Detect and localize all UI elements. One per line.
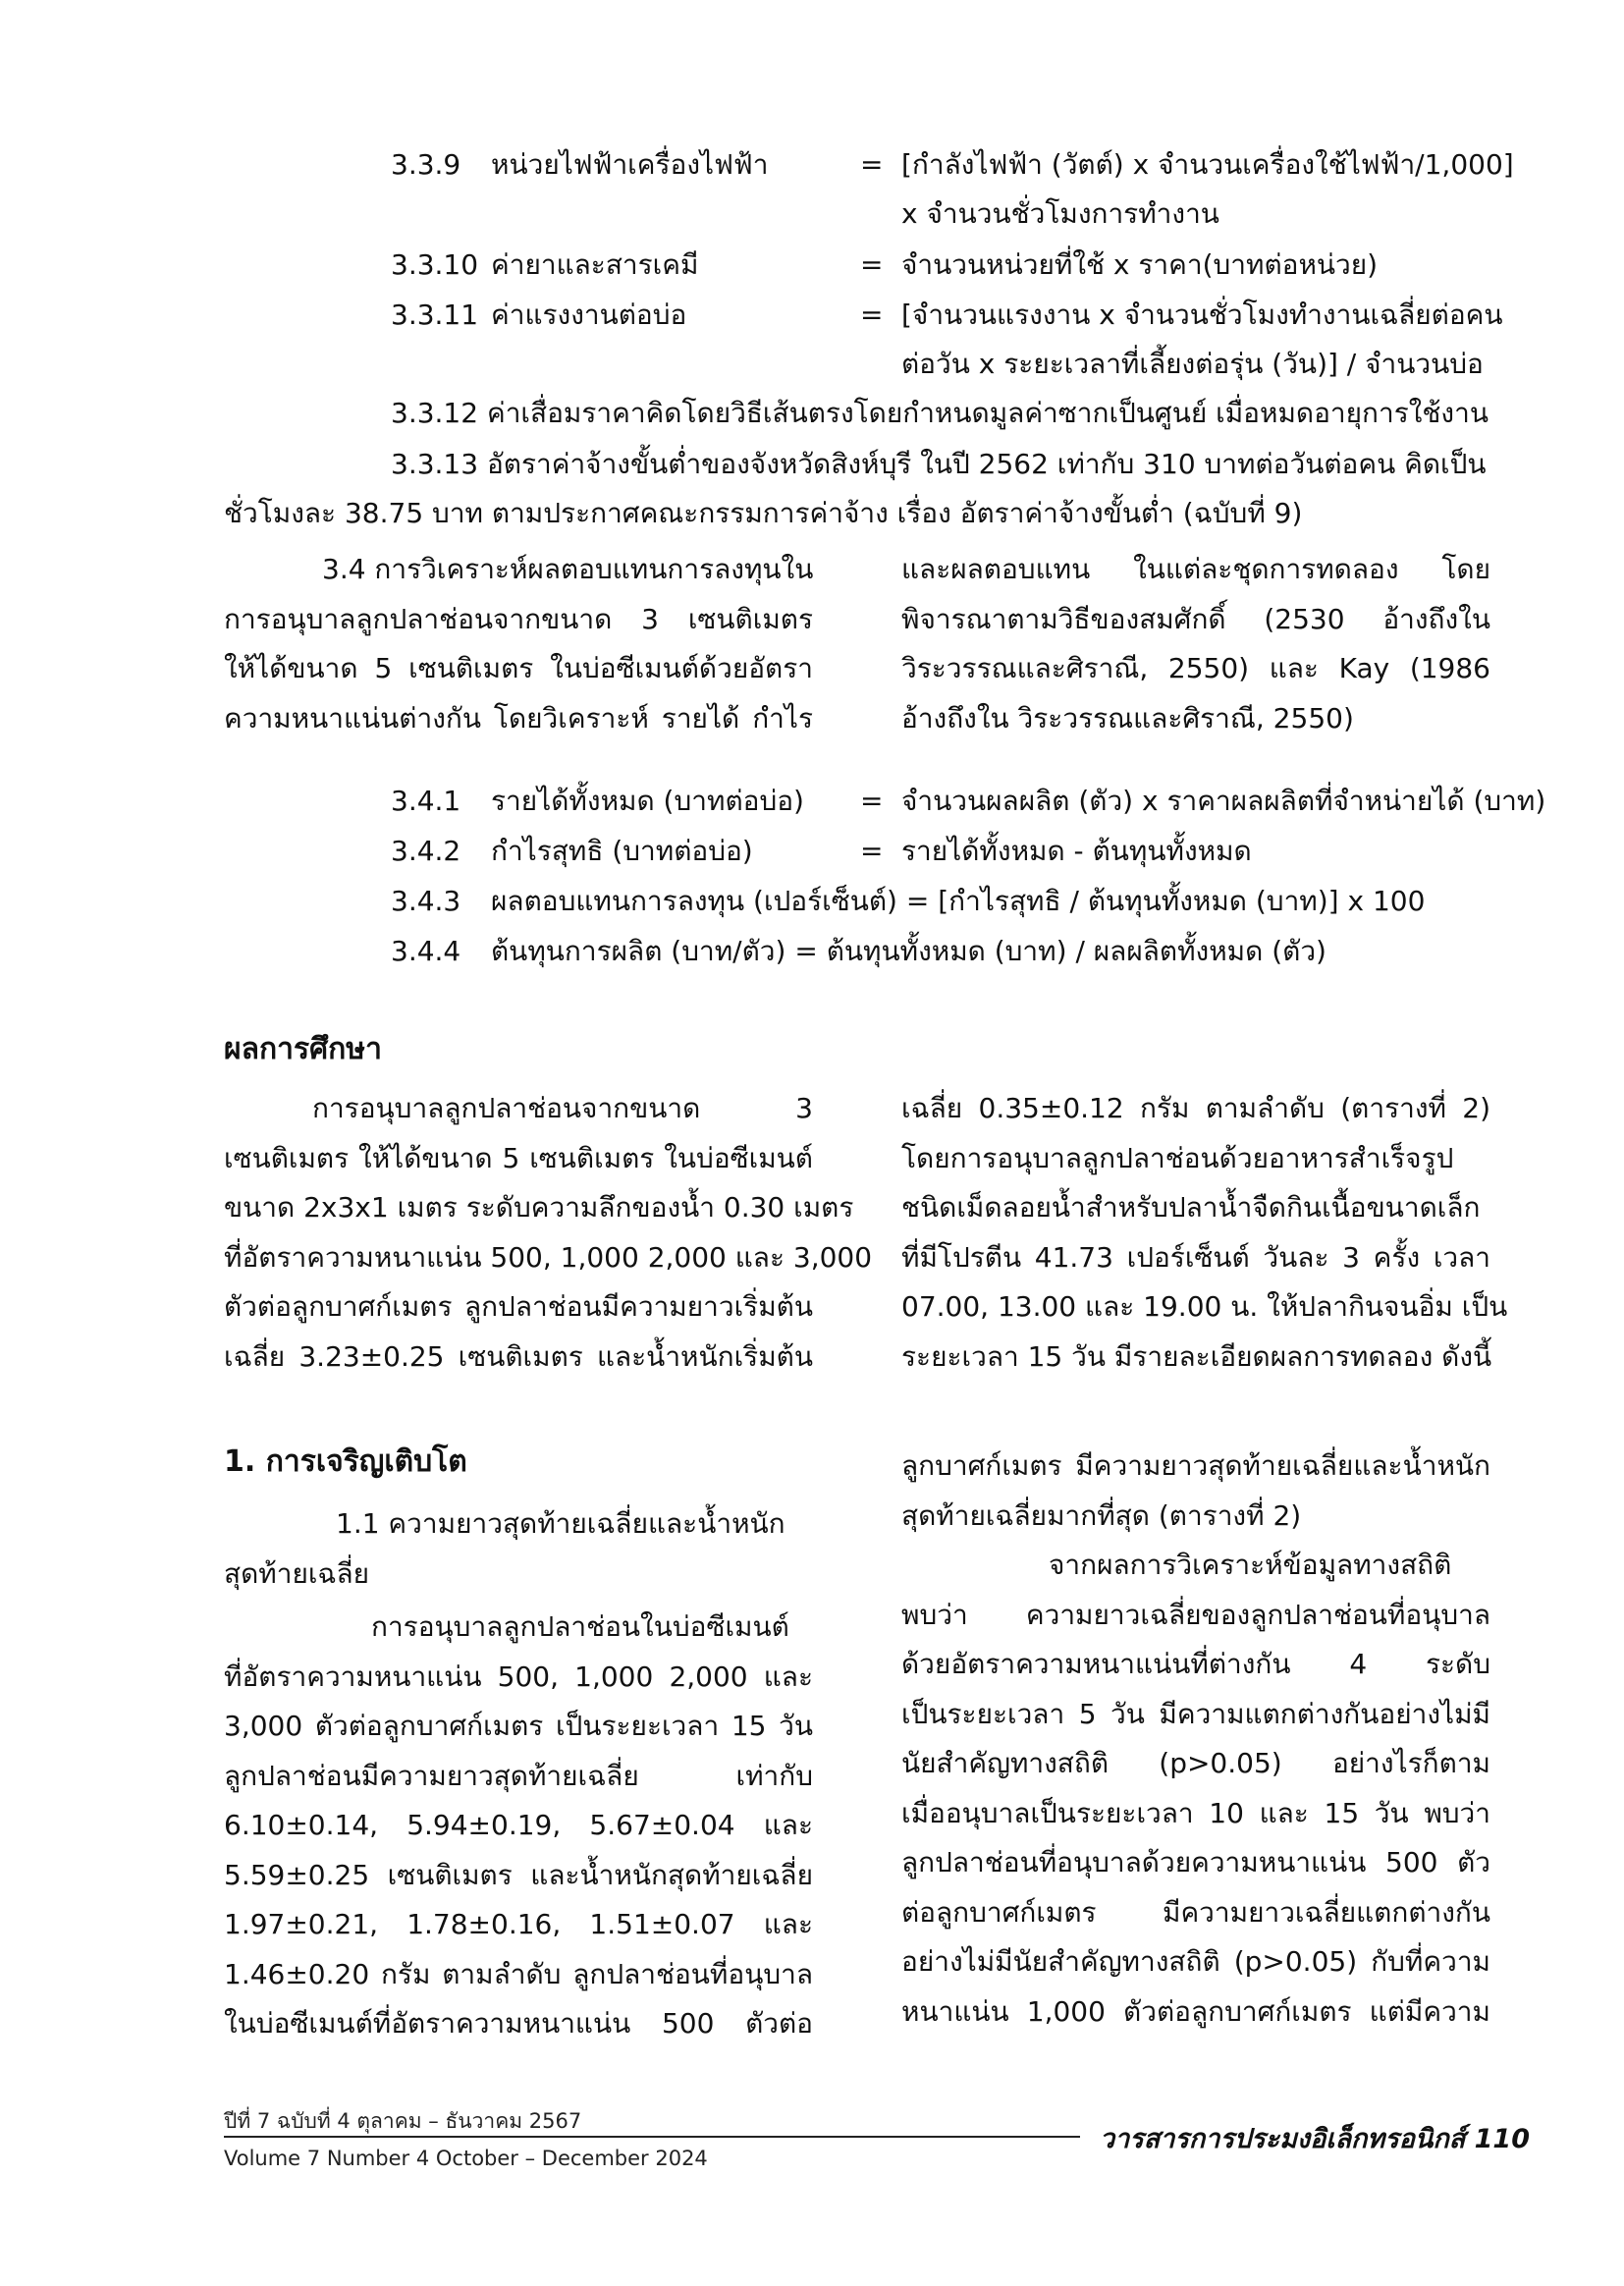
sec34-left-column — [224, 545, 813, 743]
growth-right-column — [901, 1442, 1490, 2037]
formula-line: จำนวนผลผลิต (ตัว) x ราคาผลผลิตที่จำหน่ายได้ (บาท) — [901, 785, 1546, 817]
paragraph-line: ที่อัตราความหนาแน่น 500, 1,000 2,000 และ 3,000 — [224, 1240, 873, 1274]
paragraph-line: ระยะเวลา 15 วัน มีรายละเอียดผลการทดลอง ดังนี้ — [901, 1339, 1492, 1373]
paragraph-line: การอนุบาลลูกปลาช่อนในบ่อซีเมนต์ — [371, 1610, 789, 1643]
paragraph-line: ด้วยอัตราความหนาแน่นที่ต่างกัน 4 ระดับ — [901, 1648, 1490, 1680]
sec34-right-column — [901, 545, 1490, 743]
paragraph-line: วิระวรรณและศิราณี, 2550) และ Kay (1986 — [901, 652, 1490, 684]
equals-sign: = — [860, 148, 884, 181]
formula-line: ผลตอบแทนการลงทุน (เปอร์เซ็นต์) = [กำไรสุทธิ / ต้นทุนทั้งหมด (บาท)] x 100 — [491, 885, 1426, 917]
item-number: 3.4.3 — [391, 885, 461, 917]
paragraph-line: การอนุบาลลูกปลาช่อนจากขนาด 3 เซนติเมตร — [224, 602, 813, 635]
footer-rule — [224, 2136, 1080, 2138]
results-intro-right — [901, 1084, 1508, 1382]
item-3313-line2: ชั่วโมงละ 38.75 บาท ตามประกาศคณะกรรมการค่าจ้าง เรื่อง อัตราค่าจ้างขั้นต่ำ (ฉบับที่ 9) — [224, 497, 1303, 529]
formula-line: จำนวนหน่วยที่ใช้ x ราคา(บาทต่อหน่วย) — [901, 248, 1379, 281]
paragraph-line: เฉลี่ย 0.35±0.12 กรัม ตามลำดับ (ตารางที่ 2) — [901, 1092, 1490, 1124]
item-number: 3.3.10 — [391, 248, 479, 281]
equals-sign: = — [860, 248, 884, 281]
item-label: รายได้ทั้งหมด (บาทต่อบ่อ) — [491, 785, 804, 817]
footer-issue-english: Volume 7 Number 4 October – December 2024 — [224, 2147, 708, 2170]
growth-left-column — [224, 1603, 813, 2049]
item-label: หน่วยไฟฟ้าเครื่องไฟฟ้า — [491, 148, 769, 181]
subheading-line: สุดท้ายเฉลี่ย — [224, 1557, 370, 1590]
item-number: 3.4.4 — [391, 935, 461, 967]
item-number: 3.4.2 — [391, 835, 461, 867]
paragraph-line: เซนติเมตร ให้ได้ขนาด 5 เซนติเมตร ในบ่อซีเมนต์ — [224, 1141, 813, 1174]
paragraph-line: ชนิดเม็ดลอยน้ำสำหรับปลาน้ำจืดกินเนื้อขนาดเล็ก — [901, 1191, 1481, 1224]
journal-title: วารสารการประมงอิเล็กทรอนิกส์ — [1099, 2124, 1466, 2154]
paragraph-line: 6.10±0.14, 5.94±0.19, 5.67±0.04 และ — [224, 1809, 813, 1841]
formula-line: ต้นทุนการผลิต (บาท/ตัว) = ต้นทุนทั้งหมด (บาท) / ผลผลิตทั้งหมด (ตัว) — [491, 935, 1326, 967]
growth-heading: 1. การเจริญเติบโต — [224, 1444, 467, 1479]
paragraph-line: ขนาด 2x3x1 เมตร ระดับความลึกของน้ำ 0.30 เมตร — [224, 1191, 854, 1224]
paragraph-line: การอนุบาลลูกปลาช่อนจากขนาด 3 — [312, 1092, 813, 1124]
paragraph-line: อย่างไม่มีนัยสำคัญทางสถิติ (p>0.05) กับที่ความ — [901, 1945, 1490, 1978]
paragraph-line: ตัวต่อลูกบาศก์เมตร ลูกปลาช่อนมีความยาวเริ่มต้น — [224, 1290, 813, 1323]
paragraph-line: โดยการอนุบาลลูกปลาช่อนด้วยอาหารสำเร็จรูป — [901, 1141, 1454, 1174]
paragraph-line: และผลตอบแทน ในแต่ละชุดการทดลอง โดย — [901, 553, 1490, 585]
footer-journal — [1100, 2117, 1530, 2159]
formula-line: x จำนวนชั่วโมงการทำงาน — [901, 197, 1219, 230]
results-heading: ผลการศึกษา — [224, 1032, 382, 1066]
item-label: กำไรสุทธิ (บาทต่อบ่อ) — [491, 835, 753, 867]
item-label: ค่ายาและสารเคมี — [491, 248, 699, 281]
paragraph-line: พบว่า ความยาวเฉลี่ยของลูกปลาช่อนที่อนุบาล — [901, 1598, 1490, 1631]
paragraph-line: เฉลี่ย 3.23±0.25 เซนติเมตร และน้ำหนักเริ่มต้น — [224, 1339, 813, 1373]
paragraph-line: จากผลการวิเคราะห์ข้อมูลทางสถิติ — [1049, 1549, 1452, 1581]
paragraph-line: 1.46±0.20 กรัม ตามลำดับ ลูกปลาช่อนที่อนุบาล — [224, 1957, 813, 1990]
paragraph-line: สุดท้ายเฉลี่ยมากที่สุด (ตารางที่ 2) — [901, 1498, 1302, 1532]
paragraph-line: เมื่ออนุบาลเป็นระยะเวลา 10 และ 15 วัน พบว่า — [901, 1796, 1490, 1829]
formula-line: ต่อวัน x ระยะเวลาที่เลี้ยงต่อรุ่น (วัน)] / จำนวนบ่อ — [901, 348, 1484, 380]
footer-issue-thai: ปีที่ 7 ฉบับที่ 4 ตุลาคม – ธันวาคม 2567 — [224, 2109, 582, 2133]
paragraph-line: 3,000 ตัวต่อลูกบาศก์เมตร เป็นระยะเวลา 15 วัน — [224, 1710, 813, 1742]
item-number: 3.3.9 — [391, 148, 461, 181]
paragraph-line: เป็นระยะเวลา 5 วัน มีความแตกต่างกันอย่างไม่มี — [901, 1697, 1490, 1730]
paragraph-line: ในบ่อซีเมนต์ที่อัตราความหนาแน่น 500 ตัวต่อ — [224, 2007, 813, 2040]
equals-sign: = — [860, 299, 884, 331]
page-number: 110 — [1474, 2124, 1530, 2154]
item-number: 3.3.11 — [391, 299, 479, 331]
paragraph-line: พิจารณาตามวิธีของสมศักดิ์ (2530 อ้างถึงใน — [901, 602, 1490, 635]
paragraph-line: ลูกปลาช่อนที่อนุบาลด้วยความหนาแน่น 500 ตัว — [901, 1846, 1490, 1878]
paragraph-line: 07.00, 13.00 และ 19.00 น. ให้ปลากินจนอิ่ม เป็น — [901, 1290, 1508, 1323]
paragraph-line: 3.4 การวิเคราะห์ผลตอบแทนการลงทุนใน — [322, 553, 814, 585]
paragraph-line: ที่มีโปรตีน 41.73 เปอร์เซ็นต์ วันละ 3 ครั้ง เวลา — [901, 1240, 1490, 1274]
item-3313-line1: 3.3.13 อัตราค่าจ้างขั้นต่ำของจังหวัดสิงห์บุรี ในปี 2562 เท่ากับ 310 บาทต่อวันต่อคน คิดเป็น — [391, 448, 1487, 480]
paragraph-line: ที่อัตราความหนาแน่น 500, 1,000 2,000 และ — [224, 1660, 813, 1693]
formula-line: [จำนวนแรงงาน x จำนวนชั่วโมงทำงานเฉลี่ยต่อคน — [901, 299, 1503, 331]
paragraph-line: ลูกปลาช่อนมีความยาวสุดท้ายเฉลี่ย เท่ากับ — [224, 1759, 813, 1792]
formula-line: รายได้ทั้งหมด - ต้นทุนทั้งหมด — [901, 835, 1252, 867]
item-3312: 3.3.12 ค่าเสื่อมราคาคิดโดยวิธีเส้นตรงโดยกำหนดมูลค่าซากเป็นศูนย์ เมื่อหมดอายุการใช้งาน — [391, 397, 1489, 429]
paragraph-line: ให้ได้ขนาด 5 เซนติเมตร ในบ่อซีเมนต์ด้วยอัตรา — [224, 652, 813, 684]
paragraph-line: 5.59±0.25 เซนติเมตร และน้ำหนักสุดท้ายเฉลี่ย — [224, 1858, 813, 1891]
paragraph-line: หนาแน่น 1,000 ตัวต่อลูกบาศก์เมตร แต่มีความ — [901, 1994, 1490, 2028]
item-label: ค่าแรงงานต่อบ่อ — [491, 299, 687, 331]
equals-sign: = — [860, 835, 884, 867]
paragraph-line: อ้างถึงใน วิระวรรณและศิราณี, 2550) — [901, 701, 1354, 735]
equals-sign: = — [860, 785, 884, 817]
paragraph-line: ความหนาแน่นต่างกัน โดยวิเคราะห์ รายได้ กำไร — [224, 701, 813, 735]
paragraph-line: ต่อลูกบาศก์เมตร มีความยาวเฉลี่ยแตกต่างกัน — [901, 1895, 1490, 1929]
paragraph-line: 1.97±0.21, 1.78±0.16, 1.51±0.07 และ — [224, 1908, 813, 1940]
item-number: 3.4.1 — [391, 785, 461, 817]
results-intro-left — [224, 1084, 873, 1382]
paragraph-line: ลูกบาศก์เมตร มีความยาวสุดท้ายเฉลี่ยและน้ำหนัก — [901, 1449, 1490, 1482]
formula-line: [กำลังไฟฟ้า (วัตต์) x จำนวนเครื่องใช้ไฟฟ้า/1,000] — [901, 148, 1514, 181]
paragraph-line: นัยสำคัญทางสถิติ (p>0.05) อย่างไรก็ตาม — [901, 1747, 1490, 1779]
subheading-line: 1.1 ความยาวสุดท้ายเฉลี่ยและน้ำหนัก — [336, 1507, 785, 1540]
